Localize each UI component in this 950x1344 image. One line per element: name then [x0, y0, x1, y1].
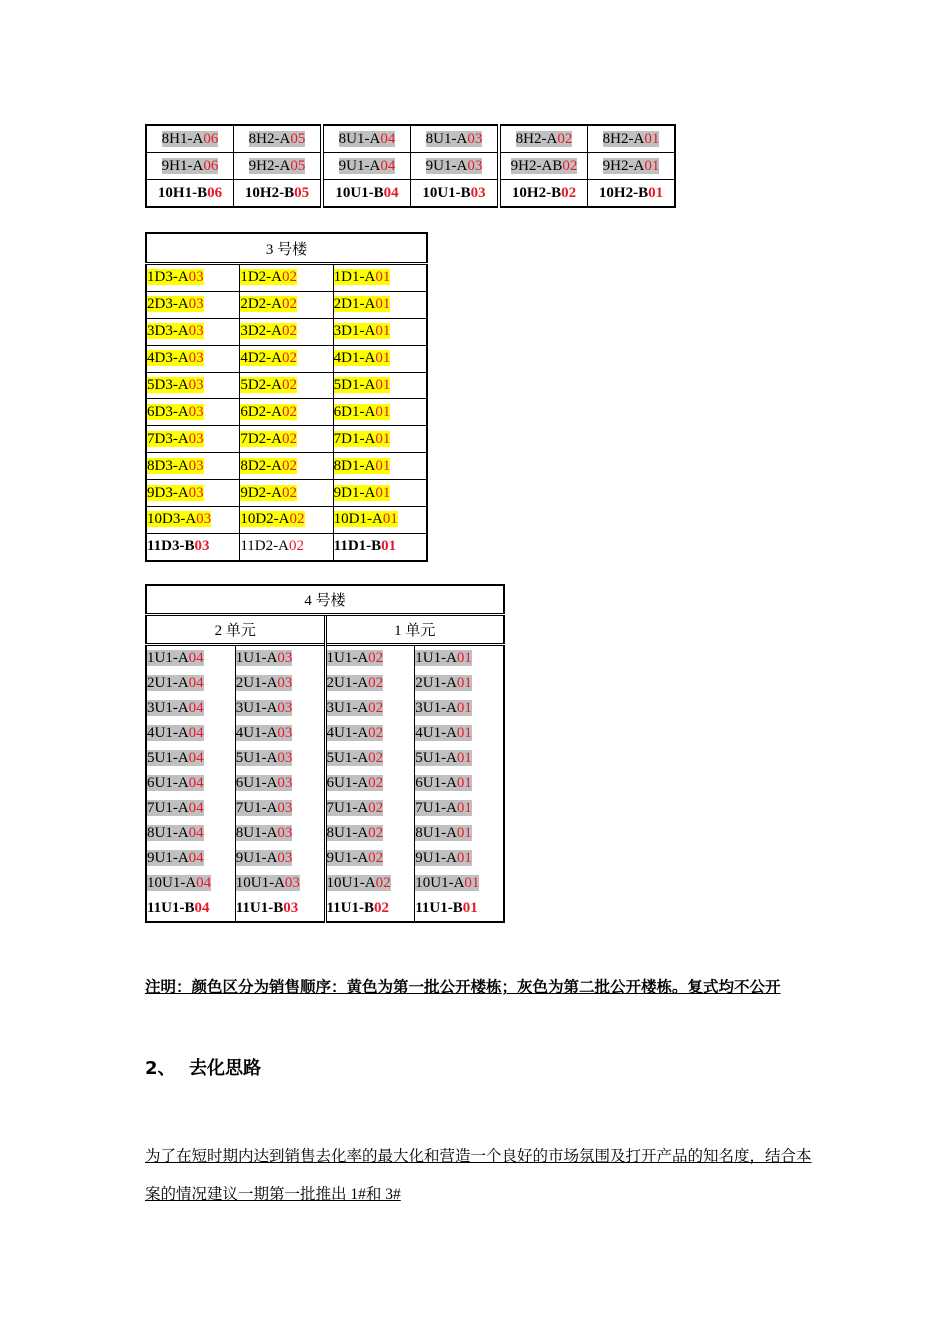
table-header-row — [146, 233, 427, 264]
table-cell: 7U1-A04 — [146, 796, 235, 821]
table-cell: 7D3-A03 — [146, 426, 240, 453]
table-cell: 11U1-B04 — [146, 896, 235, 922]
table-cell: 1U1-A02 — [325, 645, 415, 672]
table-building-3 — [145, 232, 428, 562]
table-cell: 6D3-A03 — [146, 399, 240, 426]
table-row — [146, 796, 504, 821]
body-paragraph: 为了在短时期内达到销售去化率的最大化和营造一个良好的市场氛围及打开产品的知名度，结合本案的情况建议一期第一批推出 1#和 3# — [145, 1148, 812, 1203]
table-row — [146, 821, 504, 846]
table-title: 4 号楼 — [146, 585, 504, 615]
table-cell: 10D2-A02 — [240, 507, 333, 534]
table-cell: 8H2-A05 — [234, 125, 323, 153]
table-cell: 9U1-A03 — [411, 153, 500, 180]
table-row — [146, 871, 504, 896]
table-row — [146, 345, 427, 372]
table-cell: 4U1-A01 — [415, 721, 504, 746]
section-heading — [145, 1054, 261, 1080]
table-row — [146, 771, 504, 796]
table-row — [146, 671, 504, 696]
table-cell: 3D2-A02 — [240, 318, 333, 345]
table-cell: 8U1-A03 — [411, 125, 500, 153]
table-row — [146, 372, 427, 399]
table-cell: 6U1-A02 — [325, 771, 415, 796]
table-cell: 10H2-B02 — [499, 180, 588, 208]
table-row — [146, 399, 427, 426]
table-cell: 7D1-A01 — [333, 426, 427, 453]
table-cell: 11U1-B03 — [235, 896, 325, 922]
table-row — [146, 153, 675, 180]
table-row — [146, 746, 504, 771]
table-cell: 3U1-A03 — [235, 696, 325, 721]
unit-header-right: 1 单元 — [325, 615, 504, 645]
table-cell: 6U1-A01 — [415, 771, 504, 796]
table-title: 3 号楼 — [146, 233, 427, 264]
table-row — [146, 180, 675, 208]
table-row — [146, 533, 427, 560]
table-cell: 2D3-A03 — [146, 291, 240, 318]
table-cell: 11U1-B02 — [325, 896, 415, 922]
table-cell: 7D2-A02 — [240, 426, 333, 453]
table-cell: 4D3-A03 — [146, 345, 240, 372]
table-row — [146, 318, 427, 345]
table-cell: 8H2-A02 — [499, 125, 588, 153]
table-building-units-top — [145, 124, 676, 208]
table-cell: 9D1-A01 — [333, 480, 427, 507]
table-cell: 9D3-A03 — [146, 480, 240, 507]
table-cell: 8U1-A02 — [325, 821, 415, 846]
table-cell: 10U1-A02 — [325, 871, 415, 896]
table-cell: 9D2-A02 — [240, 480, 333, 507]
table-row — [146, 721, 504, 746]
table-row — [146, 426, 427, 453]
table-cell: 8H2-A01 — [588, 125, 676, 153]
table-cell: 8H1-A06 — [146, 125, 234, 153]
table-cell: 11D3-B03 — [146, 533, 240, 560]
table-row — [146, 645, 504, 672]
table-cell: 5U1-A01 — [415, 746, 504, 771]
table-cell: 9H2-A01 — [588, 153, 676, 180]
table-cell: 7U1-A01 — [415, 796, 504, 821]
table-cell: 11D1-B01 — [333, 533, 427, 560]
table-row — [146, 896, 504, 922]
table-cell: 4D2-A02 — [240, 345, 333, 372]
table-cell: 8U1-A03 — [235, 821, 325, 846]
table-cell: 4D1-A01 — [333, 345, 427, 372]
table-cell: 7U1-A03 — [235, 796, 325, 821]
table-cell: 5D1-A01 — [333, 372, 427, 399]
table-cell: 5U1-A02 — [325, 746, 415, 771]
table-cell: 2U1-A01 — [415, 671, 504, 696]
table-cell: 6U1-A04 — [146, 771, 235, 796]
table-row — [146, 696, 504, 721]
section-title: 去化思路 — [189, 1058, 261, 1079]
table-cell: 6D1-A01 — [333, 399, 427, 426]
table-row — [146, 264, 427, 292]
table-cell: 3D1-A01 — [333, 318, 427, 345]
table-cell: 9U1-A01 — [415, 846, 504, 871]
table-row — [146, 846, 504, 871]
table-cell: 3D3-A03 — [146, 318, 240, 345]
table-cell: 1U1-A03 — [235, 645, 325, 672]
table-cell: 10H2-B05 — [234, 180, 323, 208]
table-cell: 10H1-B06 — [146, 180, 234, 208]
table-cell: 9U1-A02 — [325, 846, 415, 871]
table-cell: 8U1-A04 — [322, 125, 411, 153]
table-cell: 8U1-A01 — [415, 821, 504, 846]
color-legend-note: 注明：颜色区分为销售顺序：黄色为第一批公开楼栋；灰色为第二批公开楼栋。复式均不公开 — [145, 978, 781, 996]
table-cell: 4U1-A04 — [146, 721, 235, 746]
table-cell: 9H1-A06 — [146, 153, 234, 180]
table-cell: 9U1-A04 — [322, 153, 411, 180]
table-cell: 9H2-AB02 — [499, 153, 588, 180]
table-cell: 9H2-A05 — [234, 153, 323, 180]
table-cell: 3U1-A04 — [146, 696, 235, 721]
table-cell: 5D2-A02 — [240, 372, 333, 399]
table-cell: 8D1-A01 — [333, 453, 427, 480]
table-cell: 10U1-A04 — [146, 871, 235, 896]
table-cell: 9U1-A04 — [146, 846, 235, 871]
table-row — [146, 480, 427, 507]
table-cell: 6D2-A02 — [240, 399, 333, 426]
table-cell: 10U1-B03 — [411, 180, 500, 208]
table-header-row — [146, 585, 504, 615]
table-cell: 2U1-A03 — [235, 671, 325, 696]
table-cell: 4U1-A02 — [325, 721, 415, 746]
table-cell: 1D3-A03 — [146, 264, 240, 292]
table-row — [146, 291, 427, 318]
table-cell: 10U1-A03 — [235, 871, 325, 896]
table-cell: 2D2-A02 — [240, 291, 333, 318]
table-cell: 10D3-A03 — [146, 507, 240, 534]
table-cell: 3U1-A02 — [325, 696, 415, 721]
table-cell: 10U1-A01 — [415, 871, 504, 896]
table-row — [146, 453, 427, 480]
table-cell: 11U1-B01 — [415, 896, 504, 922]
section-number: 2、 — [145, 1058, 176, 1079]
table-row — [146, 125, 675, 153]
table-cell: 5U1-A04 — [146, 746, 235, 771]
table-cell: 1U1-A04 — [146, 645, 235, 672]
table-cell: 7U1-A02 — [325, 796, 415, 821]
table-cell: 6U1-A03 — [235, 771, 325, 796]
table-cell: 1U1-A01 — [415, 645, 504, 672]
table-cell: 2U1-A04 — [146, 671, 235, 696]
table-cell: 8D2-A02 — [240, 453, 333, 480]
table-cell: 2D1-A01 — [333, 291, 427, 318]
table-cell: 5U1-A03 — [235, 746, 325, 771]
table-cell: 10D1-A01 — [333, 507, 427, 534]
table-cell: 10H2-B01 — [588, 180, 676, 208]
table-cell: 10U1-B04 — [322, 180, 411, 208]
table-cell: 1D1-A01 — [333, 264, 427, 292]
table-subheader-row — [146, 615, 504, 645]
table-cell: 3U1-A01 — [415, 696, 504, 721]
table-cell: 9U1-A03 — [235, 846, 325, 871]
table-cell: 4U1-A03 — [235, 721, 325, 746]
table-cell: 1D2-A02 — [240, 264, 333, 292]
table-cell: 8U1-A04 — [146, 821, 235, 846]
table-cell: 2U1-A02 — [325, 671, 415, 696]
table-cell: 8D3-A03 — [146, 453, 240, 480]
table-building-4 — [145, 584, 505, 923]
table-cell: 11D2-A02 — [240, 533, 333, 560]
table-cell: 5D3-A03 — [146, 372, 240, 399]
table-row — [146, 507, 427, 534]
unit-header-left: 2 单元 — [146, 615, 325, 645]
